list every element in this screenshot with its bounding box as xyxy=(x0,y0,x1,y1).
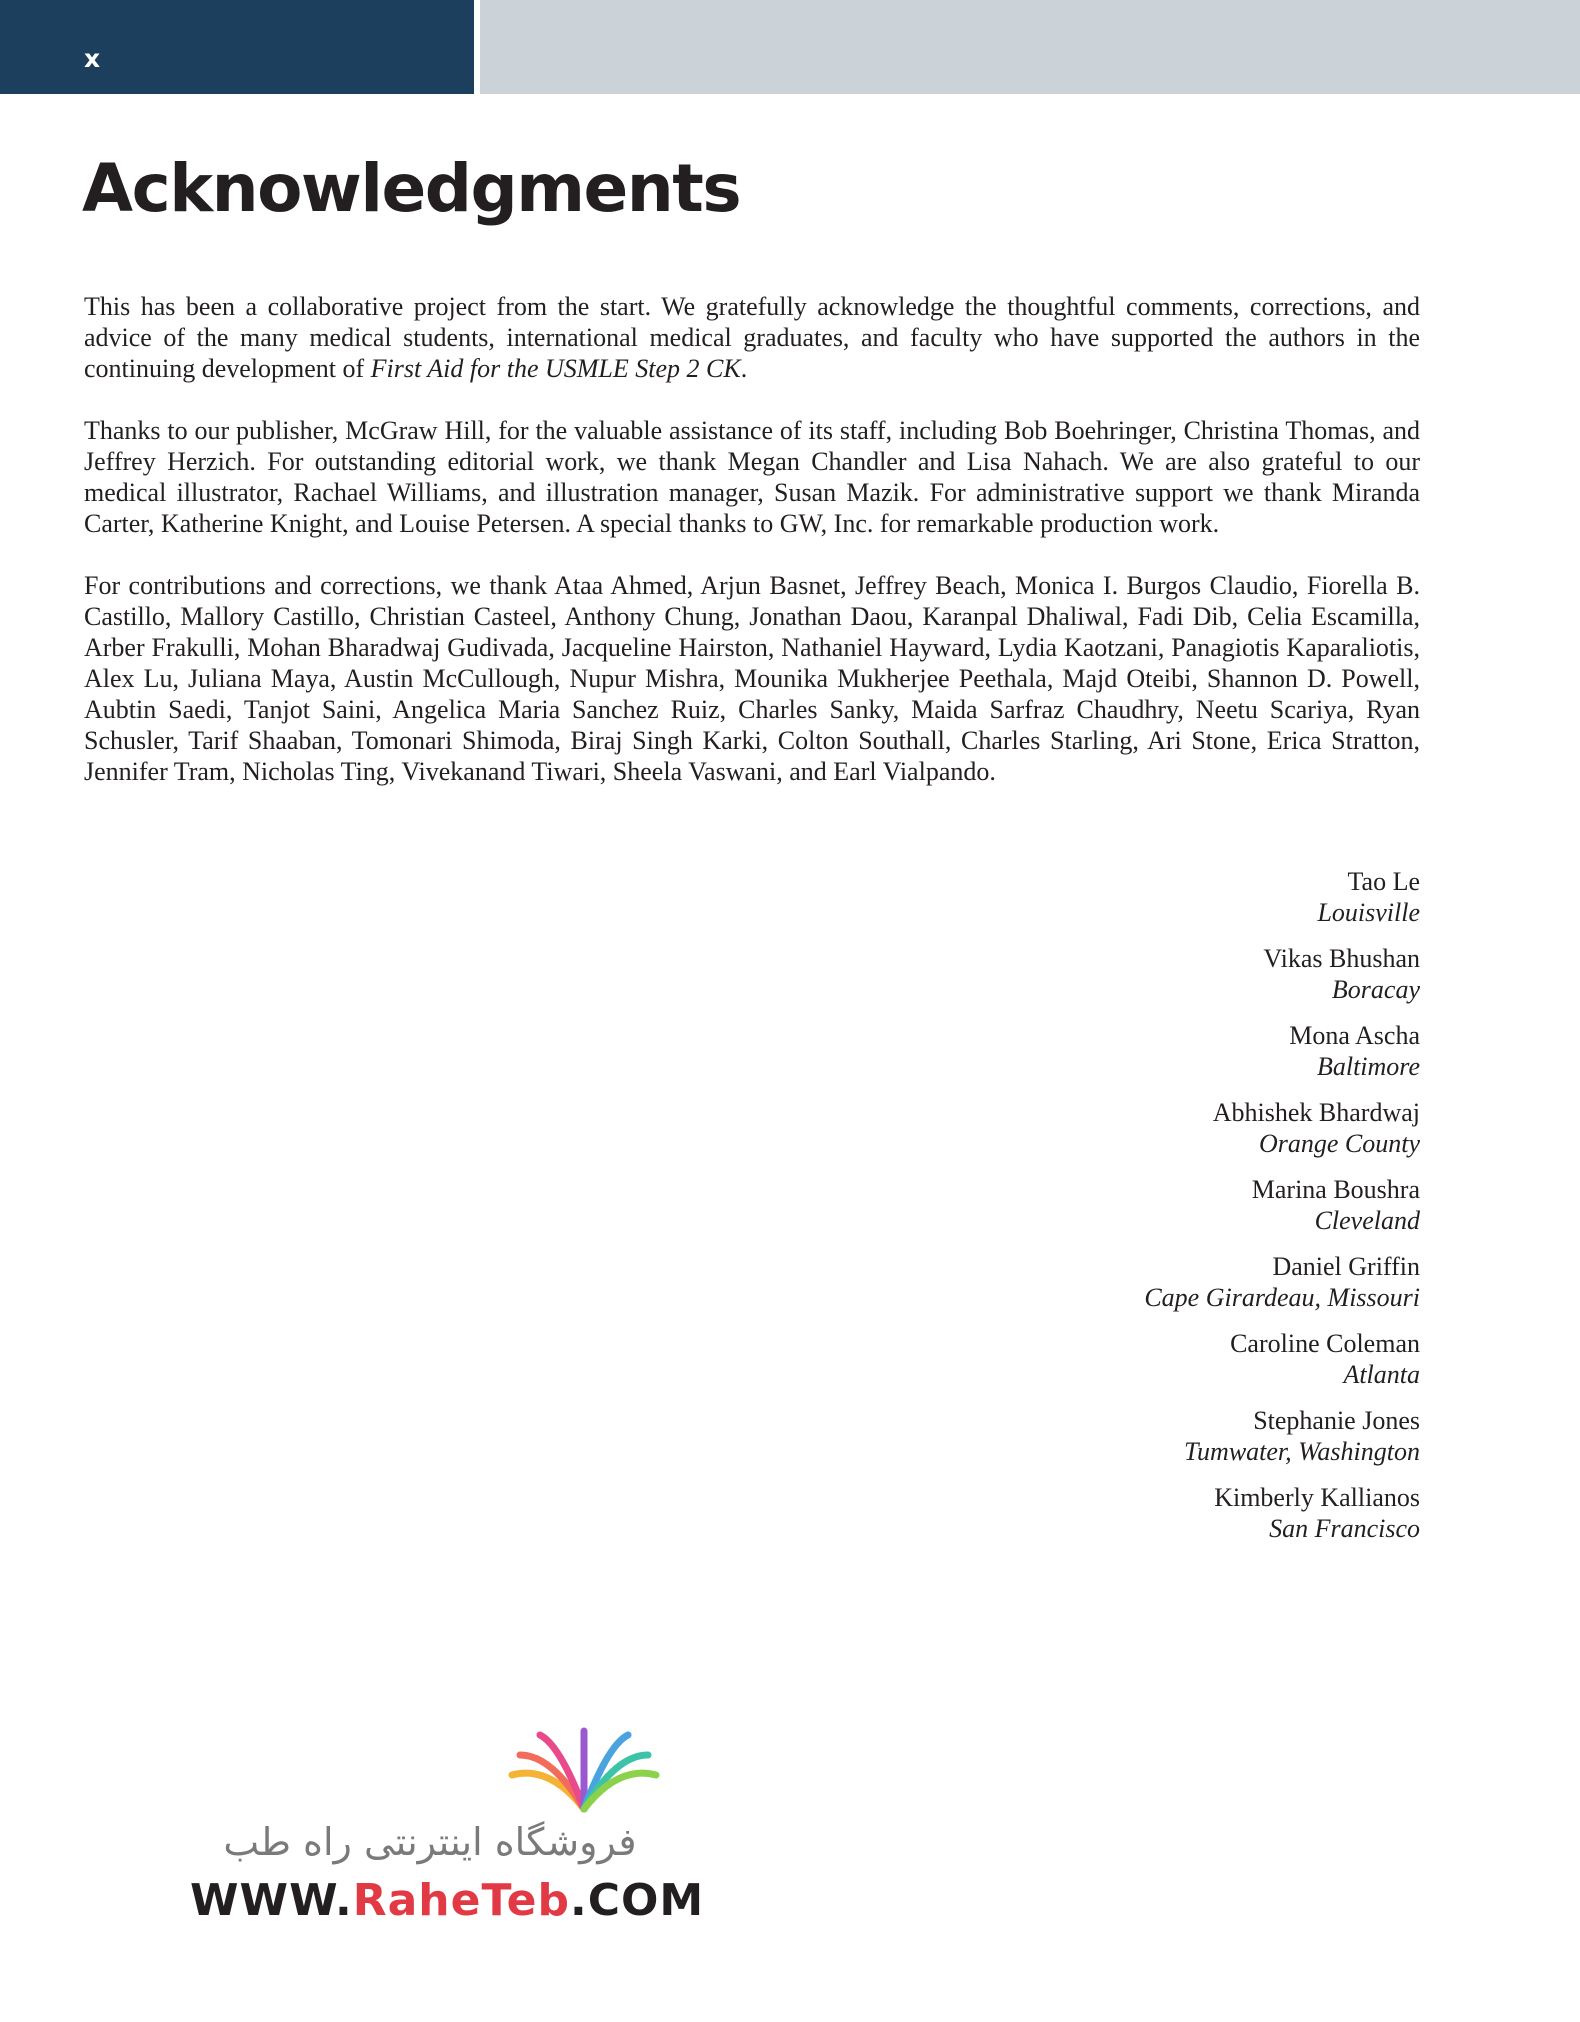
author-name: Stephanie Jones xyxy=(1253,1406,1420,1435)
author-name: Vikas Bhushan xyxy=(1263,944,1420,973)
author-location: Tumwater, Washington xyxy=(1184,1437,1420,1466)
author-name: Tao Le xyxy=(1347,867,1420,896)
page-title: Acknowledgments xyxy=(82,150,741,227)
open-book-icon xyxy=(500,1725,670,1815)
header-bar-light xyxy=(480,0,1580,94)
intro-end: . xyxy=(740,354,748,383)
author-entry xyxy=(1144,1097,1420,1159)
author-entry xyxy=(1144,1174,1420,1236)
paragraph-contributors: For contributions and corrections, we thank Ataa Ahmed, Arjun Basnet, Jeffrey Beach, Monica I. Burgos Claudio, Fiorella B. Castillo, Mallory Castillo, Christian Casteel, Anthony Chung, Jonathan Daou, Karanpal Dhaliwal, Fadi Dib, Celia Escamilla, Arber Frakulli, Mohan Bharadwaj Gudivada, Jacqueline Hairston, Nathaniel Hayward, Lydia Kaotzani, Panagiotis Kaparaliotis, Alex Lu, Juliana Maya, Austin McCullough, Nupur Mishra, Mounika Mukherjee Peethala, Majd Oteibi, Shannon D. Powell, Aubtin Saedi, Tanjot Saini, Angelica Maria Sanchez Ruiz, Charles Sanky, Maida Sarfraz Chaudhry, Neetu Scariya, Ryan Schusler, Tarif Shaaban, Tomonari Shimoda, Biraj Singh Karki, Colton Southall, Charles Starling, Ari Stone, Erica Stratton, Jennifer Tram, Nicholas Ting, Vivekanand Tiwari, Sheela Vaswani, and Earl Vialpando. xyxy=(84,571,1420,786)
author-name: Mona Ascha xyxy=(1289,1021,1420,1050)
paragraph-publisher-thanks: Thanks to our publisher, McGraw Hill, for the valuable assistance of its staff, including Bob Boehringer, Christina Thomas, and Jeffrey Herzich. For outstanding editorial work, we thank Megan Chandler and Lisa Nahach. We are also grateful to our medical illustrator, Rachael Williams, and illustration manager, Susan Mazik. For administrative support we thank Miranda Carter, Katherine Knight, and Louise Petersen. A special thanks to GW, Inc. for remarkable production work. xyxy=(84,416,1420,538)
url-prefix: WWW. xyxy=(190,1875,353,1926)
author-entry xyxy=(1144,1405,1420,1467)
author-name: Daniel Griffin xyxy=(1272,1252,1420,1281)
author-name: Marina Boushra xyxy=(1251,1175,1420,1204)
author-entry xyxy=(1144,1020,1420,1082)
paragraph-intro xyxy=(84,291,1420,384)
book-title: First Aid for the USMLE Step 2 CK xyxy=(370,354,741,383)
store-url xyxy=(190,1875,704,1926)
store-name-persian: فروشگاه اینترنتی راه طب xyxy=(223,1820,637,1864)
author-location: Louisville xyxy=(1317,898,1420,927)
author-name: Kimberly Kallianos xyxy=(1214,1483,1420,1512)
author-location: Baltimore xyxy=(1316,1052,1420,1081)
author-entry xyxy=(1144,1251,1420,1313)
raheteb-watermark-logo xyxy=(190,1725,705,1926)
author-signatures xyxy=(1144,866,1420,1559)
author-location: San Francisco xyxy=(1269,1514,1420,1543)
author-name: Caroline Coleman xyxy=(1230,1329,1420,1358)
url-suffix: .COM xyxy=(569,1875,705,1926)
author-location: Boracay xyxy=(1331,975,1420,1004)
page-number: x xyxy=(84,44,101,73)
author-entry xyxy=(1144,943,1420,1005)
author-name: Abhishek Bhardwaj xyxy=(1212,1098,1420,1127)
author-location: Cleveland xyxy=(1314,1206,1420,1235)
header-bar-dark xyxy=(0,0,474,94)
author-location: Atlanta xyxy=(1343,1360,1420,1389)
author-entry xyxy=(1144,866,1420,928)
url-brand: RaheTeb xyxy=(352,1875,570,1926)
author-entry xyxy=(1144,1482,1420,1544)
author-entry xyxy=(1144,1328,1420,1390)
author-location: Cape Girardeau, Missouri xyxy=(1144,1283,1420,1312)
body-text xyxy=(84,291,1420,818)
author-location: Orange County xyxy=(1258,1129,1420,1158)
intro-text: This has been a collaborative project from the start. We gratefully acknowledge the thoughtful comments, corrections, and advice of the many medical students, international medical graduates, and faculty who have supported the authors in the continuing development of xyxy=(84,292,1420,383)
